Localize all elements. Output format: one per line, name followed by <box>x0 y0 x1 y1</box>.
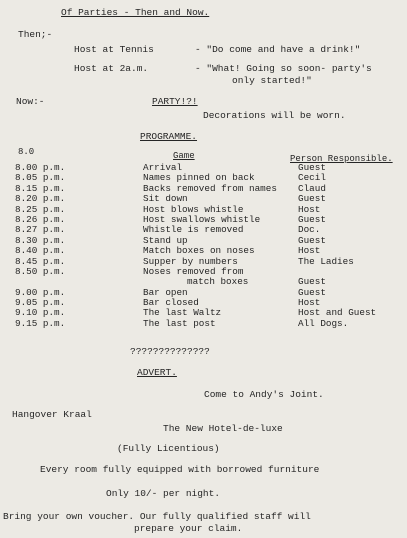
table-cell-game: Names pinned on back <box>143 172 255 184</box>
table-header-game: Game <box>173 151 195 161</box>
table-cell-time: 8.26 p.m. <box>15 213 66 225</box>
table-cell-game: Stand up <box>143 234 188 246</box>
table-cell-game: Arrival <box>143 162 183 173</box>
table-cell-time: 8.45 p.m. <box>15 255 66 267</box>
table-cell-game: Bar closed <box>143 297 199 309</box>
licentious-note: (Fully Licentious) <box>117 443 220 454</box>
table-cell-time: 8.50 p.m. <box>15 265 66 277</box>
table-cell-game: Sit down <box>143 193 188 205</box>
then-row-right: only started!" <box>232 75 312 86</box>
table-cell-time: 8.00 p.m. <box>15 162 66 173</box>
table-cell-person: Host <box>298 245 321 257</box>
table-cell-game: match boxes <box>187 276 249 288</box>
party-heading: PARTY!?! <box>152 96 198 107</box>
hotel-name: The New Hotel-de-luxe <box>163 423 283 434</box>
table-cell-time: 8.30 p.m. <box>15 234 66 246</box>
table-cell-time: 8.15 p.m. <box>15 182 66 194</box>
advert-line: Come to Andy's Joint. <box>204 389 324 400</box>
price-line: Only 10/- per night. <box>106 488 221 499</box>
table-cell-game: The last post <box>143 317 216 329</box>
programme-heading: PROGRAMME. <box>140 131 198 142</box>
table-cell-person: Guest <box>298 193 326 205</box>
now-label: Now:- <box>16 96 45 107</box>
hangover-kraal: Hangover Kraal <box>12 409 92 420</box>
document-title: Of Parties - Then and Now. <box>61 7 210 18</box>
table-cell-game: Bar open <box>143 286 188 298</box>
table-cell-person: All Dogs. <box>298 317 349 329</box>
table-cell-time: 8.05 p.m. <box>15 172 66 184</box>
times-column <box>15 163 65 329</box>
table-cell-person: Host <box>298 297 321 309</box>
table-cell-person: Host <box>298 203 321 215</box>
table-cell-game: Host swallows whistle <box>143 213 261 225</box>
table-cell-game: Host blows whistle <box>143 203 244 215</box>
table-cell-person: Doc. <box>298 224 321 236</box>
then-row-right: - "What! Going so soon- party's <box>195 63 372 74</box>
table-cell-time: 9.15 p.m. <box>15 317 66 329</box>
table-cell-time: 8.27 p.m. <box>15 224 66 236</box>
table-cell-person: Guest <box>298 276 326 288</box>
persons-column <box>298 163 376 329</box>
then-row-right: - "Do come and have a drink!" <box>195 44 361 55</box>
claim-line: prepare your claim. <box>134 523 243 534</box>
table-cell-game: Supper by numbers <box>143 255 238 267</box>
table-cell-person: Guest <box>298 162 326 173</box>
table-cell-time: 8.25 p.m. <box>15 203 66 215</box>
table-cell-person: The Ladies <box>298 255 354 267</box>
table-cell-time: 9.05 p.m. <box>15 297 66 309</box>
table-cell-game: Backs removed from names <box>143 182 277 194</box>
table-cell-game: Match boxes on noses <box>143 245 255 257</box>
advert-heading: ADVERT. <box>137 367 177 378</box>
table-cell-person: Claud <box>298 182 326 194</box>
table-cell-game: Noses removed from <box>143 265 244 277</box>
table-cell-person: Guest <box>298 213 326 225</box>
then-row-left: Host at Tennis <box>74 44 154 55</box>
table-cell-time: 8.40 p.m. <box>15 245 66 257</box>
table-cell-person: Cecil <box>298 172 326 184</box>
decorations-note: Decorations will be worn. <box>203 110 346 121</box>
table-cell-person: Guest <box>298 234 326 246</box>
then-label: Then;- <box>18 29 53 40</box>
table-cell-time: 9.10 p.m. <box>15 307 66 319</box>
games-column <box>143 163 277 329</box>
table-cell-person: Guest <box>298 286 326 298</box>
table-header-person: Person Responsible. <box>290 154 393 164</box>
then-row-left: Host at 2a.m. <box>74 63 149 74</box>
voucher-line: Bring your own voucher. Our fully qualified staff will <box>3 511 311 522</box>
table-header-time: 8.0 <box>18 147 35 157</box>
table-cell-time: 8.20 p.m. <box>15 193 66 205</box>
table-cell-game: Whistle is removed <box>143 224 244 236</box>
table-cell-person: Host and Guest <box>298 307 377 319</box>
table-cell-game: The last Waltz <box>143 307 222 319</box>
table-cell-time: 9.00 p.m. <box>15 286 66 298</box>
every-room-line: Every room fully equipped with borrowed furniture <box>40 464 320 475</box>
question-marks: ?????????????? <box>130 346 210 357</box>
